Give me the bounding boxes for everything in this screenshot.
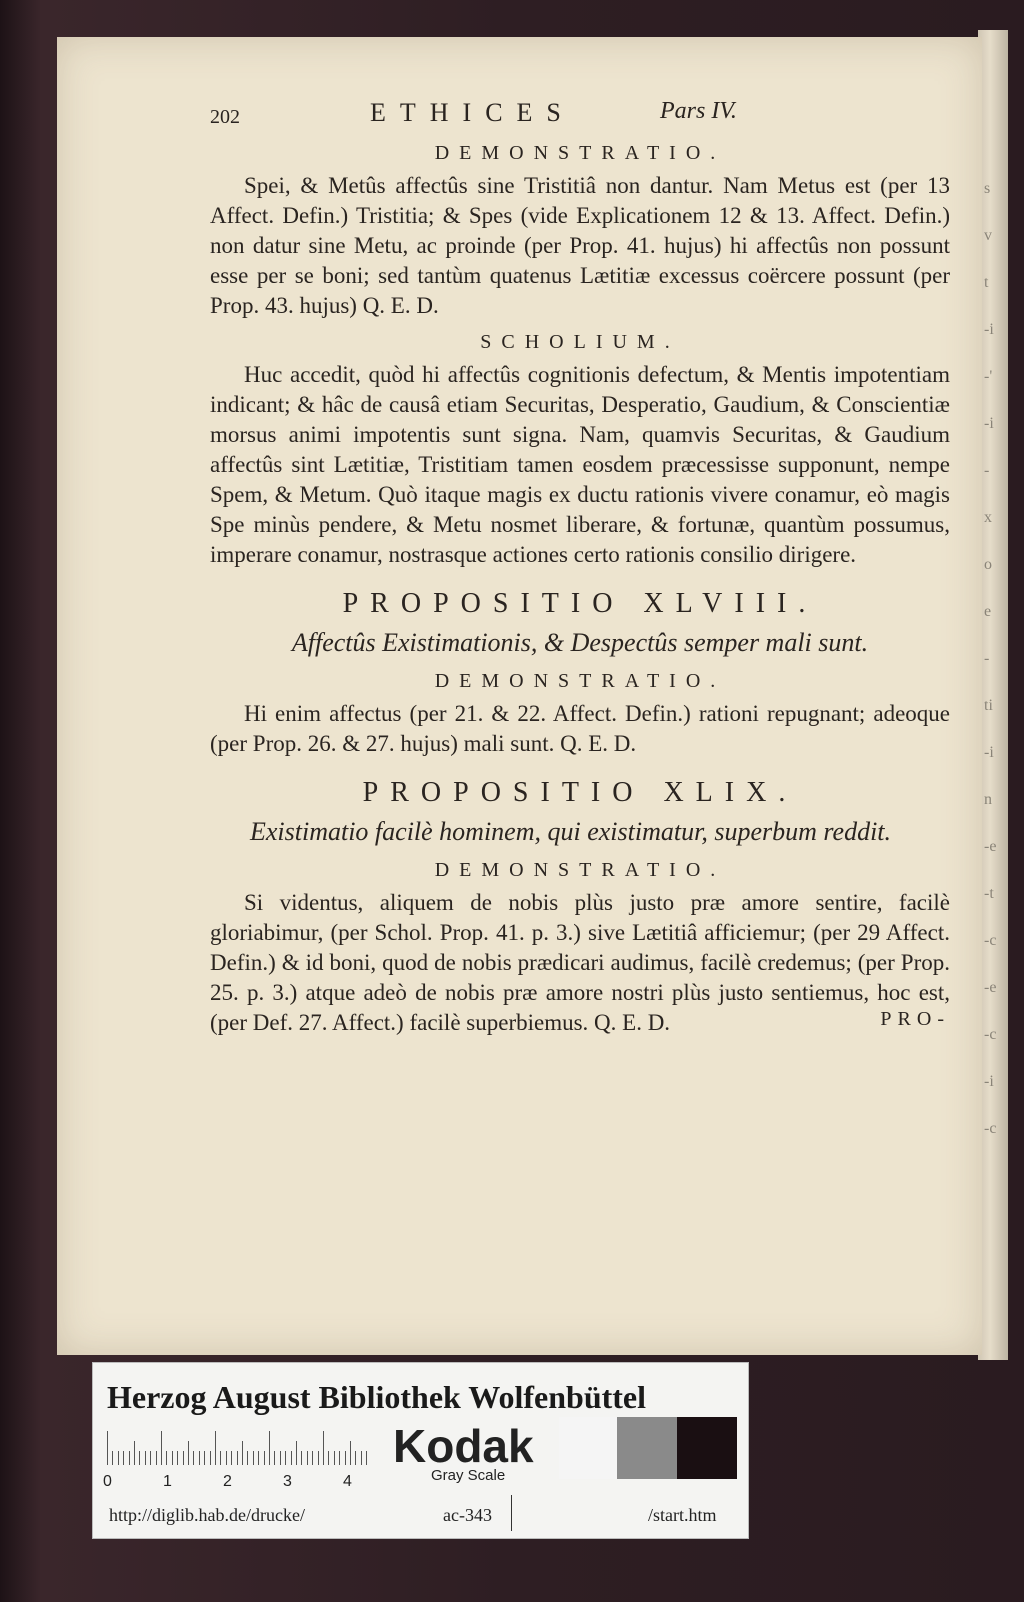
facing-page-fragment: -e (984, 838, 997, 855)
proposition-heading: PROPOSITIO XLIX. (362, 777, 798, 808)
ruler-tick (129, 1451, 130, 1465)
facing-page-fragment: n (984, 791, 992, 808)
ruler-tick (123, 1451, 124, 1465)
paragraph: Hi enim affectus (per 21. & 22. Affect. Defin.) rationi repugnant; adeoque (per Prop. 26. & 27. hujus) mali sunt. Q. E. D. (210, 701, 950, 756)
section-caption: SCHOLIUM. (480, 331, 680, 353)
facing-page-fragment: -i (984, 321, 994, 338)
catchword: PRO- (880, 1008, 950, 1030)
url-right: /start.htm (648, 1505, 717, 1525)
section-caption: DEMONSTRATIO. (434, 859, 726, 881)
ruler-tick (210, 1451, 211, 1465)
ruler-tick (166, 1451, 167, 1465)
facing-page-fragment: -t (984, 885, 994, 902)
ruler-tick (296, 1441, 297, 1465)
facing-page-fragment: -c (984, 1120, 997, 1137)
page-number: 202 (210, 106, 240, 128)
facing-page-fragment: -c (984, 1026, 997, 1043)
ruler-tick (237, 1451, 238, 1465)
facing-page-fragment: v (984, 227, 992, 244)
library-name: Herzog August Bibliothek Wolfenbüttel (107, 1379, 647, 1415)
swatch-white (559, 1417, 617, 1479)
scale-number: 2 (223, 1473, 232, 1490)
proposition-heading: PROPOSITIO XLVIII. (342, 588, 818, 619)
kodak-logo: Kodak (393, 1420, 534, 1472)
ruler-tick (328, 1451, 329, 1465)
divider (511, 1495, 512, 1531)
ruler-tick (107, 1431, 108, 1465)
ruler-tick (183, 1451, 184, 1465)
page-body (210, 142, 950, 1038)
section-caption: DEMONSTRATIO. (434, 142, 726, 164)
ruler-tick (253, 1451, 254, 1465)
swatch-black (677, 1417, 737, 1479)
ruler-tick (215, 1431, 216, 1465)
scale-ruler (107, 1429, 369, 1465)
ruler-tick (350, 1441, 351, 1465)
ruler-tick (264, 1451, 265, 1465)
paragraph: Huc accedit, quòd hi affectûs cognitionis defectum, & Mentis impotentiam indicant; & hâc de causâ etiam Securitas, Desperatio, Gaudium, & Conscientiæ morsus animi impotentis sunt signa. Nam, quamvis Securitas, & Gaudium affectûs sint Lætitiæ, Tristitiam tamen eosdem præcessisse supponunt, nempe Spem, & Metum. Quò itaque magis ex ductu rationis vivere conamur, eò magis Spe minùs pendere, & Metu nosmet liberare, & fortunæ, quantùm possumus, imperare conamur, nostrasque actiones certo rationis consilio dirigere. (210, 362, 950, 567)
swatch-gray (617, 1417, 677, 1479)
paragraph: Spei, & Metûs affectûs sine Tristitiâ non dantur. Nam Metus est (per 13 Affect. Defin.) Tristitia; & Spes (vide Explicationem 12 & 13. Affect. Defin.) non datur sine Metu, ac proinde (per Prop. 41. hujus) hi affectûs non possunt esse per se boni; sed tantùm quatenus Lætitiæ excessus coërcere possunt (per Prop. 43. hujus) Q. E. D. (210, 173, 950, 318)
scale-number: 1 (163, 1473, 172, 1490)
ruler-tick (242, 1441, 243, 1465)
ruler-tick (204, 1451, 205, 1465)
scale-number: 4 (343, 1473, 352, 1490)
scale-number: 3 (283, 1473, 292, 1490)
facing-page-fragment: -' (984, 368, 993, 385)
ruler-tick (307, 1451, 308, 1465)
section-caption: DEMONSTRATIO. (434, 670, 726, 692)
facing-page-fragment: ti (984, 697, 993, 714)
ruler-tick (145, 1451, 146, 1465)
gray-swatches (559, 1417, 737, 1479)
ruler-tick (318, 1451, 319, 1465)
scale-numbers (103, 1473, 363, 1493)
paragraph: Si videntus, aliquem de nobis plùs justo præ amore sentire, facilè gloriabimur, (per Schol. Prop. 41. p. 3.) sive Lætitiâ afficiemur; (per 29 Affect. Defin.) & id boni, quod de nobis prædicari audimus, facilè credemus; (per Prop. 25. p. 3.) atque adeò de nobis præ amore nostri plùs justo sentiemus, hoc est, (per Def. 27. Affect.) facilè superbiemus. Q. E. D. (210, 890, 950, 1035)
ruler-tick (247, 1451, 248, 1465)
ruler-tick (323, 1431, 324, 1465)
running-head (210, 98, 950, 132)
ruler-tick (150, 1451, 151, 1465)
ruler-tick (312, 1451, 313, 1465)
ruler-tick (345, 1451, 346, 1465)
ruler-tick (177, 1451, 178, 1465)
ruler-tick (172, 1451, 173, 1465)
ruler-tick (118, 1451, 119, 1465)
ruler-tick (258, 1451, 259, 1465)
archive-target-card (92, 1362, 749, 1539)
ruler-tick (193, 1451, 194, 1465)
ruler-tick (156, 1451, 157, 1465)
ruler-tick (231, 1451, 232, 1465)
ruler-tick (339, 1451, 340, 1465)
facing-page-fragment: - (984, 462, 990, 479)
facing-page-fragment: -c (984, 932, 997, 949)
ruler-tick (355, 1451, 356, 1465)
ruler-tick (269, 1431, 270, 1465)
shelfmark: ac-343 (443, 1505, 492, 1525)
facing-page-fragment: s (984, 180, 991, 197)
ruler-tick (220, 1451, 221, 1465)
ruler-tick (112, 1451, 113, 1465)
scale-number: 0 (103, 1473, 112, 1490)
ruler-tick (134, 1441, 135, 1465)
ruler-tick (139, 1451, 140, 1465)
running-part: Pars IV. (660, 98, 737, 124)
facing-page-fragment: t (984, 274, 989, 291)
gray-scale-label: Gray Scale (431, 1467, 506, 1484)
ruler-tick (280, 1451, 281, 1465)
ruler-tick (291, 1451, 292, 1465)
ruler-tick (285, 1451, 286, 1465)
facing-page-edge (978, 30, 1008, 1360)
ruler-tick (301, 1451, 302, 1465)
ruler-tick (199, 1451, 200, 1465)
facing-page-fragment: - (984, 650, 990, 667)
running-title: ETHICES (370, 98, 575, 127)
proposition-statement: Existimatio facilè hominem, qui existimatur, superbum reddit. (250, 817, 892, 846)
ruler-tick (366, 1451, 367, 1465)
facing-page-fragment: e (984, 603, 992, 620)
ruler-tick (226, 1451, 227, 1465)
facing-page-fragment: -i (984, 415, 994, 432)
facing-page-fragment: -e (984, 979, 997, 996)
ruler-tick (161, 1431, 162, 1465)
proposition-statement: Affectûs Existimationis, & Despectûs semper mali sunt. (291, 628, 869, 657)
url-left: http://diglib.hab.de/drucke/ (109, 1505, 305, 1525)
page-text-block (210, 98, 950, 1035)
ruler-tick (334, 1451, 335, 1465)
facing-page-fragment: -i (984, 744, 994, 761)
facing-page-fragment: o (984, 556, 992, 573)
facing-page-fragment: x (984, 509, 992, 526)
ruler-tick (361, 1451, 362, 1465)
ruler-tick (188, 1441, 189, 1465)
ruler-tick (274, 1451, 275, 1465)
facing-page-fragment: -i (984, 1073, 994, 1090)
